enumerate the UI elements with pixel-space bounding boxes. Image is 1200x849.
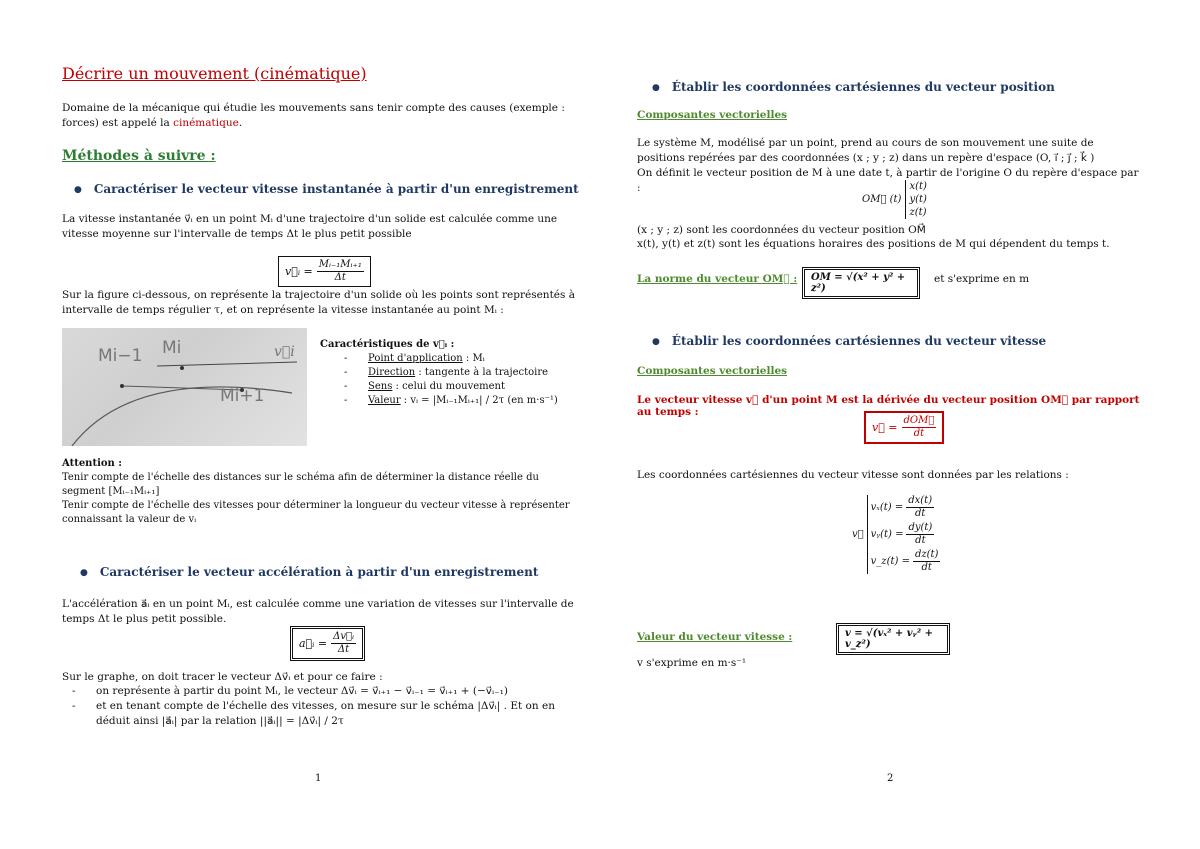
characteristic-label: Valeur <box>368 395 401 406</box>
vcomp-num: dz(t) <box>914 549 939 560</box>
characteristic-item <box>344 394 595 408</box>
eqv-numerator: dOM⃗ <box>903 415 935 426</box>
characteristic-value: : tangente à la trajectoire <box>415 367 549 378</box>
eq1-left: v⃗ᵢ = <box>285 265 313 278</box>
velocity-equation <box>278 256 371 287</box>
norme-label: La norme du vecteur OM⃗ : <box>637 273 798 285</box>
vcomp-den: dt <box>915 535 926 546</box>
label-m-i: Mi <box>162 338 182 358</box>
methods-heading: Méthodes à suivre : <box>62 148 216 164</box>
velocity-components <box>852 495 940 574</box>
characteristic-item <box>344 352 595 366</box>
eq1-denominator: Δt <box>334 272 346 283</box>
characteristics-block <box>320 338 595 408</box>
characteristic-label: Point d'application <box>368 353 463 364</box>
acceleration-equation <box>290 626 365 661</box>
intro-end: . <box>238 117 243 129</box>
characteristic-value: : Mᵢ <box>462 353 485 364</box>
eq2-denominator: Δt <box>337 644 350 655</box>
velocity-component-row <box>871 549 941 574</box>
graph-steps-list <box>72 684 572 729</box>
graph-step: - on représente à partir du point Mᵢ, le vecteur Δv⃗ᵢ = v⃗ᵢ₊₁ − v⃗ᵢ₋₁ = v⃗ᵢ₊₁ + (−v⃗ᵢ₋₁) <box>72 684 572 699</box>
velocity-definition: Le vecteur vitesse v⃗ d'un point M est la dérivée du vecteur position OM⃗ par rapport au temps : <box>637 394 1140 418</box>
om-label: OM⃗ (t) <box>862 194 902 205</box>
graph-intro: Sur le graphe, on doit tracer le vecteur Δv⃗ᵢ et pour ce faire : <box>62 671 383 683</box>
characteristics-title: Caractéristiques de v⃗ᵢ : <box>320 339 455 350</box>
valeur-label: Valeur du vecteur vitesse : <box>637 631 793 643</box>
coordinates-text: Les coordonnées cartésiennes du vecteur vitesse sont données par les relations : <box>637 469 1069 481</box>
document-title: Décrire un mouvement (cinématique) <box>62 64 367 83</box>
page-number-2: 2 <box>887 773 894 784</box>
section1-title: ● Caractériser le vecteur vitesse instantanée à partir d'un enregistrement <box>74 182 579 196</box>
eq2-left: a⃗ᵢ = <box>299 637 328 650</box>
om-vector-components <box>862 180 927 219</box>
section4-title: ● Établir les coordonnées cartésiennes du vecteur vitesse <box>652 334 1046 348</box>
intro-text: Domaine de la mécanique qui étudie les mouvements sans tenir compte des causes (exemple : forces) est appelé la <box>62 102 565 129</box>
intro-paragraph <box>62 101 577 131</box>
om-component-y: y(t) <box>909 194 927 205</box>
velocity-component-row <box>871 495 941 520</box>
trajectory-figure <box>62 328 307 446</box>
characteristic-value: : celui du mouvement <box>392 381 505 392</box>
eqv-denominator: dt <box>913 428 925 439</box>
characteristic-label: Direction <box>368 367 416 378</box>
velocity-unit-text: v s'exprime en m·s⁻¹ <box>637 657 747 669</box>
figure-intro: Sur la figure ci-dessous, on représente la trajectoire d'un solide où les points sont représentés à intervalle de temps régulier τ, et on représente la vitesse instantanée au point Mᵢ : <box>62 289 575 316</box>
intro-keyword: cinématique <box>173 117 239 129</box>
norme-formula: OM = √(x² + y² + z²) <box>802 267 920 299</box>
characteristics-list <box>344 352 595 408</box>
section2-text: L'accélération a⃗ᵢ en un point Mᵢ, est calculée comme une variation de vitesses sur l'intervalle de temps Δt le plus petit possible. <box>62 598 574 625</box>
attention-item-1: Tenir compte de l'échelle des distances sur le schéma afin de déterminer la distance réelle du segment [Mᵢ₋₁Mᵢ₊₁] <box>62 472 539 497</box>
eqv-left: v⃗ = <box>872 421 898 434</box>
v-label: v⃗ <box>852 529 864 540</box>
point-m-prev <box>120 384 124 388</box>
valeur-equation <box>836 621 950 655</box>
subheading-vector-components-1: Composantes vectorielles <box>637 109 788 121</box>
position-text-4: x(t), y(t) et z(t) sont les équations horaires des positions de M qui dépendent du temps t. <box>637 238 1110 250</box>
velocity-derivative-equation <box>864 411 944 444</box>
characteristic-value: : vᵢ = |Mᵢ₋₁Mᵢ₊₁| / 2τ (en m·s⁻¹) <box>400 395 558 406</box>
velocity-vector-line <box>157 362 297 366</box>
vcomp-num: dy(t) <box>908 522 933 533</box>
velocity-components-bracket <box>867 495 941 574</box>
label-m-prev: Mi−1 <box>98 346 143 366</box>
subheading-vector-components-2: Composantes vectorielles <box>637 365 788 377</box>
valeur-formula: v = √(vₓ² + vᵧ² + v_z²) <box>836 623 950 655</box>
point-m-i <box>180 366 184 370</box>
eq1-numerator: Mᵢ₋₁Mᵢ₊₁ <box>318 259 362 270</box>
characteristic-item <box>344 380 595 394</box>
position-text-3: (x ; y ; z) sont les coordonnées du vecteur position OM⃗ <box>637 224 926 236</box>
vcomp-den: dt <box>921 562 932 573</box>
page-number-1: 1 <box>315 773 322 784</box>
om-component-x: x(t) <box>909 181 927 192</box>
attention-title: Attention : <box>62 458 122 469</box>
vcomp-num: dx(t) <box>908 495 933 506</box>
eq2-numerator: Δv⃗ᵢ <box>333 631 354 642</box>
norme-unit: et s'exprime en m <box>934 273 1030 285</box>
characteristic-item <box>344 366 595 380</box>
section3-title: ● Établir les coordonnées cartésiennes du vecteur position <box>652 80 1055 94</box>
characteristic-label: Sens <box>368 381 393 392</box>
attention-block <box>62 457 577 527</box>
page-2 <box>600 0 1200 849</box>
om-component-z: z(t) <box>909 207 927 218</box>
position-text-1: Le système M, modélisé par un point, prend au cours de son mouvement une suite de positions repérées par des coordonnées (x ; y ; z) dans un repère d'espace (O, i⃗ ; j⃗ ; k⃗ ) <box>637 137 1095 164</box>
norme-equation <box>802 265 920 299</box>
label-v-i: v⃗i <box>274 344 295 360</box>
vcomp-left: v_z(t) = <box>870 556 910 567</box>
velocity-component-row <box>871 522 941 547</box>
attention-item-2: Tenir compte de l'échelle des vitesses pour déterminer la longueur du vecteur vitesse à représenter connaissant la valeur de vᵢ <box>62 500 570 525</box>
graph-step: - et en tenant compte de l'échelle des vitesses, on mesure sur le schéma |Δv⃗ᵢ| . Et on en déduit ainsi |a⃗ᵢ| par la relation ||a⃗ᵢ|| = |Δv⃗ᵢ| / 2τ <box>72 699 572 729</box>
label-m-next: Mi+1 <box>220 386 265 406</box>
position-text-2: On définit le vecteur position de M à une date t, à partir de l'origine O du repère d'espace par : <box>637 167 1139 194</box>
vcomp-den: dt <box>914 508 926 519</box>
section2-title: ● Caractériser le vecteur accélération à partir d'un enregistrement <box>80 565 538 579</box>
section1-text: La vitesse instantanée v⃗ᵢ en un point Mᵢ d'une trajectoire d'un solide est calculée comme une vitesse moyenne sur l'intervalle de temps Δt le plus petit possible <box>62 213 558 240</box>
vcomp-left: vₓ(t) = <box>870 502 904 513</box>
vcomp-left: vᵧ(t) = <box>870 529 904 540</box>
om-components-bracket <box>905 180 926 219</box>
